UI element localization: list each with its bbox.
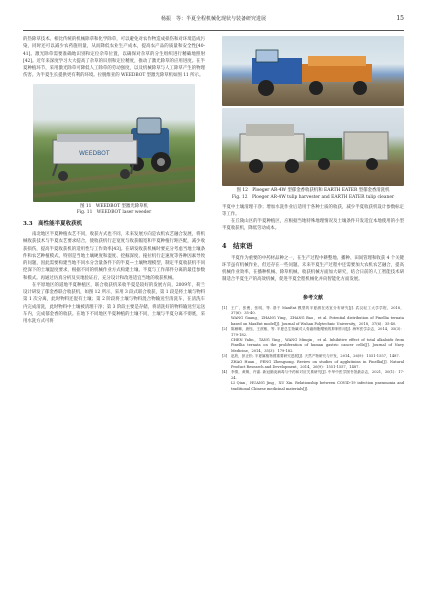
reference-text: 赵欣，彭正松. 半夏属植物圆重要研究进展[J]. 天然产物研究与开发，2014，26(9)：1551-1557，1487. bbox=[231, 354, 400, 359]
harvester-illustration bbox=[222, 36, 404, 106]
running-title: 杨振 等：半夏全程机械化现状与装备研究进展 bbox=[160, 16, 266, 22]
weedbot-machine-illustration bbox=[33, 84, 195, 202]
reference-text: 陈雁琳，唐钰，王溟敏，等. 半夏总生物碱对人骨癌细胞增殖的抑制作用[J]. 海军医学杂志，2014，35(3)：179-182. bbox=[231, 327, 404, 337]
references-title: 参考文献 bbox=[302, 294, 323, 301]
paragraph-harvester-1: 南北地区半夏种植农艺不同，收获方式也不同，未来发展方向是农机农艺融合发展，将机械收获技术与半夏农艺要求结合，使收获机行走宽度与收获幅宽和半夏种植行距匹配，减少收获损伤，提高半夏收获机的适用性与工作效率[43]。在研发收获机械时要充分考虑当地土壤条件和农艺种植模式，特别是当地土壤硬度和湿度、挖掘深度、拖拉机行走速度等各种因素导致的问题，因此需要构建当地不同水分含量条件下的半夏—土壤物理模型，制定半夏收获机不同挖深下的土壤湿度要求，根据不同的机械作业方式构建土壤、半夏与工作部件分离的最佳参数和模式。再通过仿真分析及实地验证后，充分设计和改进适宜当地的收获机械。 bbox=[23, 232, 205, 281]
reference-text: 王广，张俊，张明，等. 基于 MaxEnt 模型的半夏潜在适宜分布研究[J]. 武汉轻工大学学报，2018，37(6)：35-40. bbox=[231, 305, 404, 315]
reference-number: [3] bbox=[222, 354, 228, 359]
reference-number bbox=[222, 316, 231, 327]
reference-number: [2] bbox=[222, 327, 228, 332]
running-header bbox=[23, 8, 404, 31]
paragraph-washing: 半夏中土壤清理干净；增加水洗作业后适用于各种土质的收获，减少半夏收获机设计参数标定等工作。 bbox=[222, 204, 404, 217]
reference-item bbox=[222, 306, 404, 317]
figure-11-caption-zh: 图 11 WEEDBOT 型激光除草机 bbox=[80, 203, 148, 209]
cleaner-illustration bbox=[222, 108, 404, 186]
svg-text:WEEDBOT: WEEDBOT bbox=[79, 149, 110, 157]
reference-number bbox=[222, 338, 231, 354]
figure-12-harvester-photo bbox=[222, 36, 404, 106]
paragraph-conclusion: 半夏作为重要的中药材品种之一，在生产过程中耕整地、播种、田间管理和收获 4 个关键环节虽有机械作业，但还存在一些问题。未来半夏生产过程中还需要加大农机农艺融合，提高机械作业效率，在播种机械、除草机械、收获机械方面加大研究，结合日前的人工智能技术研制适合半夏生产的高效机械，促进半夏全程机械化并向智能化方面发展。 bbox=[222, 255, 404, 283]
reference-text: 李倩，黄嫣，许嘉. 新冠肺炎病毒与中药和对应关系研究[J]. 中华中医学图书馆最杂志，2021，30(1)：17-24. bbox=[231, 370, 404, 380]
reference-item bbox=[222, 360, 404, 371]
reference-number bbox=[222, 381, 231, 392]
section-4-title: 4 结束语 bbox=[222, 241, 253, 250]
figure-12-caption-zh: 图 12 Ploeger AR-4W 型郁金香收获机和 EARTH EATER 型郁金香清洗机 bbox=[236, 188, 390, 193]
figure-11-caption bbox=[23, 204, 205, 217]
figure-11-weedbot-photo bbox=[33, 84, 195, 202]
paragraph-harvester-2: 在平原地区的道地半夏种植区，联合收获机采收半夏是较好的发展方向，2009年，荷兰设计研发了郁金香联合收获机，如图 12 所示，采用 3 段式联合收获，第 1 段是将土壤与物料第 1 次分离，此时物料还混有土壤；第 2 阶段将土壤与物料混合物输送至清洗车，在清洗车内完成清洗，此时物料中土壤被清理干净；第 3 阶段主要是存储，将清洗好的物料输送至运送车内，完成郁金香的收获。在地下不同地区半夏种植的土壤不同，土壤与半夏分离不彻底，采用水洗方式可将 bbox=[23, 282, 206, 324]
reference-list bbox=[222, 306, 404, 393]
right-column bbox=[222, 36, 404, 392]
reference-number: [4] bbox=[222, 370, 228, 375]
figure-12-caption bbox=[222, 188, 404, 201]
left-column bbox=[23, 36, 205, 325]
figure-12-cleaner-photo bbox=[222, 108, 404, 186]
page-number: 15 bbox=[396, 15, 404, 22]
paragraph-hilly-areas: 在丘陵山区的半夏种植区，应根据当地特殊地理情况及土壤条件开发适宜本地使用的小型半夏收获机，降低劳动成本。 bbox=[222, 219, 404, 232]
reference-item bbox=[222, 316, 404, 327]
section-3-3-title: 3.3 高性能半夏收获机 bbox=[23, 221, 83, 227]
reference-item bbox=[222, 327, 404, 338]
figure-11-caption-en: Fig. 11 WEEDBOT laser weeder bbox=[76, 210, 152, 215]
reference-text: LI Qian，HUANG Jing，XU Xin. Relationship between COVID-19 infection pneumonia and traditional Chinese medicinal materials[J]. bbox=[231, 381, 404, 391]
reference-text: ZHAO Huan，PENG Zhengsong. Review on studies of agglutinins in Pinellia[J]. Natural Product Research and Development，2014，26(9)：1551-1557，1487. bbox=[231, 359, 404, 369]
reference-number bbox=[222, 360, 231, 371]
reference-number: [1] bbox=[222, 305, 228, 310]
figure-12-caption-en: Fig. 12 Ploeger AR-4W tulip harvester and EARTH EATER tulip cleaner bbox=[231, 194, 395, 200]
reference-item bbox=[222, 338, 404, 354]
reference-text: CHEN Yalin，TANG Ying，WANG Minqin，et al. Inhibitive effect of total alkaloids from Pinellia ternata on the proliferation of human gastric cancer cells[J]. Journal of Navy Medicine，2014，35(3)：179-182. bbox=[231, 337, 404, 353]
reference-item bbox=[222, 370, 404, 381]
reference-text: WANG Guang，ZHANG Ying，ZHANG Bao，et al. Potential distribution of Pinellia ternata based on MaxEnt model[J]. Journal of Wuhan Polytechnic University，2018，37(6)：35-40. bbox=[231, 316, 404, 326]
reference-item bbox=[222, 381, 404, 392]
paragraph-laser-weeding: 的热除草技术。相比传统的机械除草和化学除草，可以避免对农作物造成损伤和对环境造成污染，同时还可以减少农药施用量，从而降低农业生产成本，提高农产品的质量和安全性[40-41]。激光除草需要准确地识别和定位杂草位置，以确保对杂草的分生组织进行精确地照射[42]。近年来深度学习大大提高了杂草的识别和定位精度，推动了激光除草的应用进度。在半夏种植环节，采用激光除草可降低人工除草的劳动强度，以及机械除草与人工除草产生的物理伤害。为半夏生长提供更有利的环境。拉脱维亚的 WEEDBOT 型激光除草机如图 11 所示。 bbox=[23, 37, 205, 79]
